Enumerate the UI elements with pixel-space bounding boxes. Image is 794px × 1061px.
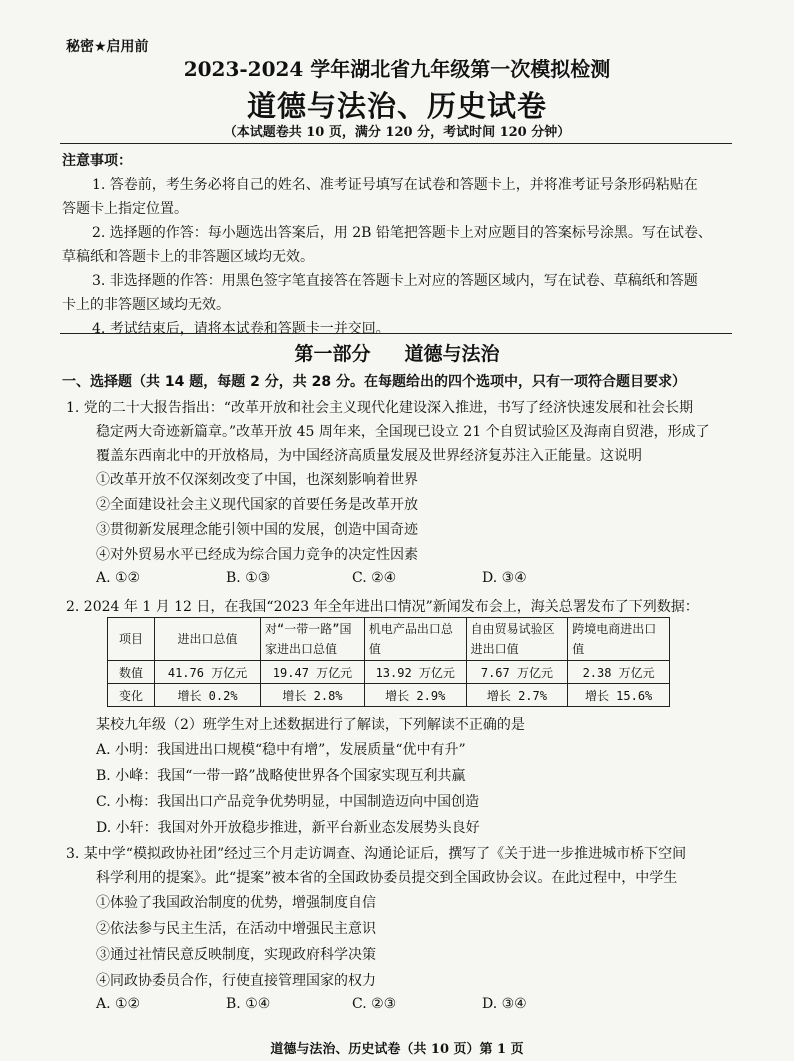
table-header-cell: 机电产品出口总值 <box>364 618 466 661</box>
q3-stem-line: 科学利用的提案》。此“提案”被本省的全国政协委员提交到全国政协会议。在此过程中，中学生 <box>96 870 678 886</box>
q1-statement: ②全面建设社会主义现代国家的首要任务是改革开放 <box>96 497 418 513</box>
table-header-cell: 项目 <box>108 618 155 661</box>
q1-stem-line: 覆盖东西南北中的开放格局，为中国经济高质量发展及世界经济复苏注入正能量。这说明 <box>96 448 642 464</box>
q3-option-a: A. ①② <box>96 996 141 1012</box>
confidential-mark: 秘密★启用前 <box>66 39 149 55</box>
q3-statement: ④同政协委员合作，行使直接管理国家的权力 <box>96 973 376 989</box>
q2-option-b: B. 小峰：我国“一带一路”战略使世界各个国家实现互利共赢 <box>96 768 466 784</box>
table-cell: 41.76 万亿元 <box>155 661 261 684</box>
notice-line: 3. 非选择题的作答：用黑色签字笔直接答在答题卡上对应的答题区域内，写在试卷、草稿纸和答题 <box>92 273 698 289</box>
table-header-row <box>108 618 670 661</box>
table-cell: 2.38 万亿元 <box>568 661 670 684</box>
q2-stem: 2. 2024 年 1 月 12 日，在我国“2023 年全年进出口情况”新闻发布会上，海关总署发布了下列数据： <box>66 599 699 615</box>
q2-option-a: A. 小明：我国进出口规模“稳中有增”，发展质量“优中有升” <box>96 742 466 758</box>
page-footer: 道德与法治、历史试卷（共 10 页）第 1 页 <box>270 1042 524 1057</box>
table-header-cell: 对“一带一路”国家进出口总值 <box>261 618 365 661</box>
q3-option-b: B. ①④ <box>226 996 271 1012</box>
notice-line: 卡上的非答题区域均无效。 <box>62 297 230 313</box>
table-cell: 19.47 万亿元 <box>261 661 365 684</box>
q1-stem-line: 1. 党的二十大报告指出：“改革开放和社会主义现代化建设深入推进，书写了经济快速发展和社会长期 <box>66 400 693 416</box>
table-row <box>108 661 670 684</box>
q1-option-d: D. ③④ <box>482 570 527 586</box>
divider <box>60 143 732 144</box>
notice-line: 2. 选择题的作答：每小题选出答案后，用 2B 铅笔把答题卡上对应题目的答案标号涂黑。写在试卷、 <box>92 225 712 241</box>
q3-option-d: D. ③④ <box>482 996 527 1012</box>
q1-statement: ①改革开放不仅深刻改变了中国，也深刻影响着世界 <box>96 472 418 488</box>
q3-statement: ①体验了我国政治制度的优势，增强制度自信 <box>96 895 376 911</box>
q1-option-b: B. ①③ <box>226 570 271 586</box>
table-cell: 变化 <box>108 684 155 707</box>
table-header-cell: 进出口总值 <box>155 618 261 661</box>
table-cell: 增长 0.2% <box>155 684 261 707</box>
q3-stem-line: 3. 某中学“模拟政协社团”经过三个月走访调查、沟通论证后，撰写了《关于进一步推进城市桥下空间 <box>66 846 687 862</box>
q3-statement: ③通过社情民意反映制度，实现政府科学决策 <box>96 947 376 963</box>
notice-line: 4. 考试结束后，请将本试卷和答题卡一并交回。 <box>92 321 390 337</box>
table-cell: 数值 <box>108 661 155 684</box>
exam-subtitle: （本试题卷共 10 页，满分 120 分，考试时间 120 分钟） <box>223 125 571 140</box>
section-title <box>0 339 794 366</box>
q3-option-c: C. ②③ <box>352 996 397 1012</box>
q1-option-c: C. ②④ <box>352 570 397 586</box>
section-name: 道德与法治 <box>404 343 500 365</box>
table-cell: 增长 2.8% <box>261 684 365 707</box>
notice-line: 答题卡上指定位置。 <box>62 201 188 217</box>
q3-statement: ②依法参与民主生活，在活动中增强民主意识 <box>96 921 376 937</box>
table-row <box>108 684 670 707</box>
table-cell: 增长 2.7% <box>466 684 568 707</box>
table-cell: 增长 2.9% <box>364 684 466 707</box>
exam-title: 2023-2024 学年湖北省九年级第一次模拟检测 <box>183 57 611 81</box>
divider <box>60 333 732 334</box>
q1-statement: ③贯彻新发展理念能引领中国的发展，创造中国奇迹 <box>96 522 418 538</box>
q2-option-d: D. 小轩：我国对外开放稳步推进，新平台新业态发展势头良好 <box>96 820 480 836</box>
notice-line: 草稿纸和答题卡上的非答题区域均无效。 <box>62 249 314 265</box>
question-group-heading: 一、选择题（共 14 题，每题 2 分，共 28 分。在每题给出的四个选项中，只有一项符合题目要求） <box>62 374 686 390</box>
q1-option-a: A. ①② <box>96 570 141 586</box>
table-header-cell: 跨境电商进出口值 <box>568 618 670 661</box>
trade-data-table <box>107 617 670 707</box>
q2-prompt: 某校九年级（2）班学生对上述数据进行了解读，下列解读不正确的是 <box>96 717 525 733</box>
table-cell: 13.92 万亿元 <box>364 661 466 684</box>
q1-statement: ④对外贸易水平已经成为综合国力竞争的决定性因素 <box>96 547 418 563</box>
q2-option-c: C. 小梅：我国出口产品竞争优势明显，中国制造迈向中国创造 <box>96 794 480 810</box>
table-header-cell: 自由贸易试验区进出口值 <box>466 618 568 661</box>
notice-heading: 注意事项： <box>62 153 132 169</box>
section-part: 第一部分 <box>294 343 371 365</box>
q1-stem-line: 稳定两大奇迹新篇章。”改革开放 45 周年来，全国现已设立 21 个自贸试验区及海南自贸港，形成了 <box>96 424 710 440</box>
table-cell: 增长 15.6% <box>568 684 670 707</box>
table-cell: 7.67 万亿元 <box>466 661 568 684</box>
notice-line: 1. 答卷前，考生务必将自己的姓名、准考证号填写在试卷和答题卡上，并将准考证号条形码粘贴在 <box>92 177 698 193</box>
subject-title: 道德与法治、历史试卷 <box>246 89 547 123</box>
